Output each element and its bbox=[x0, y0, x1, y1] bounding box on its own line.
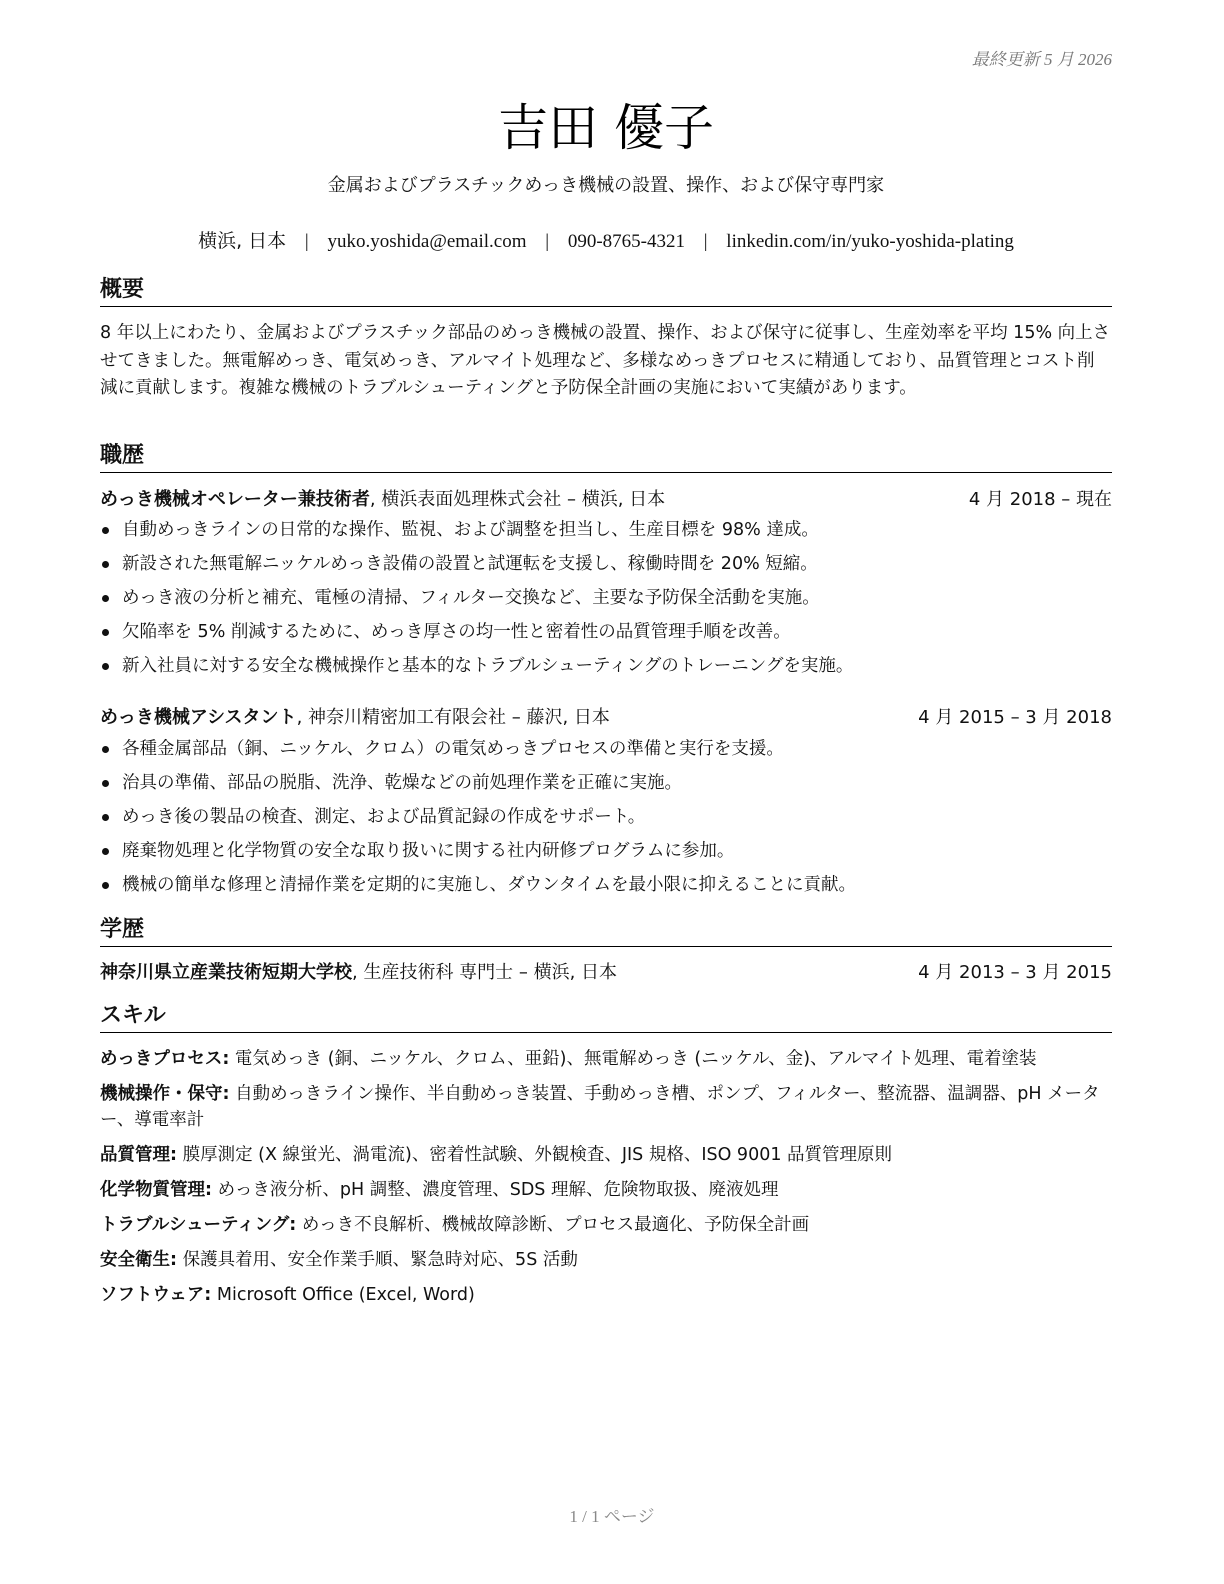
summary-text: 8 年以上にわたり、金属およびプラスチック部品のめっき機械の設置、操作、および保守に従事し、生産効率を平均 15% 向上させてきました。無電解めっき、電気めっき、アルマイト処理など、多様なめっきプロセスに精通しており、品質管理とコスト削減に貢献します。複雑な機械のトラブルシューティングと予防保全計画の実施において実績があります。 bbox=[100, 323, 1111, 398]
job-role: めっき機械アシスタント bbox=[100, 707, 297, 728]
section-heading-summary: 概要 bbox=[100, 276, 1112, 307]
education-school: 神奈川県立産業技術短期大学校 bbox=[100, 962, 352, 983]
job-bullet bbox=[100, 805, 1112, 839]
job-bullet-list bbox=[100, 737, 1112, 907]
job-bullet bbox=[100, 620, 1112, 654]
bullet-icon bbox=[102, 746, 109, 753]
job-bullet-text: 自動めっきラインの日常的な操作、監視、および調整を担当し、生産目標を 98% 達成。 bbox=[122, 520, 819, 540]
skill-key: ソフトウェア: bbox=[100, 1285, 212, 1305]
skill-key: 品質管理: bbox=[100, 1145, 177, 1165]
job-dates: 4 月 2018 – 現在 bbox=[968, 489, 1112, 510]
last-updated: 最終更新 5 月 2026 bbox=[971, 50, 1112, 69]
skill-item bbox=[100, 1081, 1112, 1133]
contact-separator: | bbox=[703, 231, 708, 252]
resume-page bbox=[100, 0, 1112, 1584]
skill-item bbox=[100, 1247, 1112, 1273]
candidate-name: 吉田 優子 bbox=[498, 99, 714, 157]
job-bullet-text: めっき液の分析と補充、電極の清掃、フィルター交換など、主要な予防保全活動を実施。 bbox=[122, 588, 820, 608]
job-bullet bbox=[100, 737, 1112, 771]
skill-key: 化学物質管理: bbox=[100, 1180, 212, 1200]
job-org: , 横浜表面処理株式会社 – 横浜, 日本 bbox=[369, 489, 666, 510]
job-bullet-text: 各種金属部品（銅、ニッケル、クロム）の電気めっきプロセスの準備と実行を支援。 bbox=[122, 739, 784, 759]
skill-item bbox=[100, 1177, 1112, 1203]
education-dates: 4 月 2013 – 3 月 2015 bbox=[918, 962, 1112, 983]
job-org: , 神奈川精密加工有限会社 – 藤沢, 日本 bbox=[296, 707, 610, 728]
job-bullet-text: 新入社員に対する安全な機械操作と基本的なトラブルシューティングのトレーニングを実施。 bbox=[122, 656, 854, 676]
skills-list bbox=[100, 1046, 1112, 1317]
job-bullet bbox=[100, 518, 1112, 552]
bullet-icon bbox=[102, 629, 109, 636]
bullet-icon bbox=[102, 663, 109, 670]
skill-value: めっき液分析、pH 調整、濃度管理、SDS 理解、危険物取扱、廃液処理 bbox=[212, 1180, 779, 1200]
skill-value: Microsoft Office (Excel, Word) bbox=[211, 1285, 475, 1305]
contact-linkedin[interactable]: linkedin.com/in/yuko-yoshida-plating bbox=[726, 231, 1014, 252]
skill-value: 自動めっきライン操作、半自動めっき装置、手動めっき槽、ポンプ、フィルター、整流器、温調器、pH メーター、導電率計 bbox=[100, 1084, 1100, 1130]
job-bullet bbox=[100, 552, 1112, 586]
job-bullet bbox=[100, 586, 1112, 620]
skill-value: めっき不良解析、機械故障診断、プロセス最適化、予防保全計画 bbox=[296, 1215, 810, 1235]
section-heading-education: 学歴 bbox=[100, 916, 1112, 947]
job-bullet-text: 廃棄物処理と化学物質の安全な取り扱いに関する社内研修プログラムに参加。 bbox=[122, 841, 735, 861]
skill-item bbox=[100, 1212, 1112, 1238]
skill-value: 保護具着用、安全作業手順、緊急時対応、5S 活動 bbox=[177, 1250, 578, 1270]
tagline: 金属およびプラスチックめっき機械の設置、操作、および保守専門家 bbox=[327, 175, 885, 196]
job-dates: 4 月 2015 – 3 月 2018 bbox=[918, 707, 1112, 728]
job-bullet-text: 欠陥率を 5% 削減するために、めっき厚さの均一性と密着性の品質管理手順を改善。 bbox=[122, 622, 791, 642]
contact-phone[interactable]: 090-8765-4321 bbox=[567, 231, 685, 252]
bullet-icon bbox=[102, 848, 109, 855]
bullet-icon bbox=[102, 561, 109, 568]
skill-value: 膜厚測定 (X 線蛍光、渦電流)、密着性試験、外観検査、JIS 規格、ISO 9001 品質管理原則 bbox=[177, 1145, 893, 1165]
job-bullet bbox=[100, 654, 1112, 688]
skill-item bbox=[100, 1142, 1112, 1168]
contact-email[interactable]: yuko.yoshida@email.com bbox=[327, 231, 527, 252]
job-bullet-text: 治具の準備、部品の脱脂、洗浄、乾燥などの前処理作業を正確に実施。 bbox=[122, 773, 682, 793]
skill-key: めっきプロセス: bbox=[100, 1049, 230, 1069]
section-heading-skills: スキル bbox=[100, 1002, 1112, 1033]
education-entry bbox=[100, 961, 1112, 985]
bullet-icon bbox=[102, 882, 109, 889]
section-heading-experience: 職歴 bbox=[100, 442, 1112, 473]
bullet-icon bbox=[102, 814, 109, 821]
contact-line bbox=[100, 226, 1112, 253]
job-header bbox=[100, 488, 1112, 512]
skill-item bbox=[100, 1282, 1112, 1308]
bullet-icon bbox=[102, 527, 109, 534]
contact-location: 横浜, 日本 bbox=[198, 230, 287, 252]
skill-value: 電気めっき (銅、ニッケル、クロム、亜鉛)、無電解めっき (ニッケル、金)、アルマイト処理、電着塗装 bbox=[229, 1049, 1037, 1069]
skill-item bbox=[100, 1046, 1112, 1072]
job-role: めっき機械オペレーター兼技術者 bbox=[100, 489, 370, 510]
education-detail: , 生産技術科 専門士 – 横浜, 日本 bbox=[352, 962, 618, 983]
job-bullet-text: 新設された無電解ニッケルめっき設備の設置と試運転を支援し、稼働時間を 20% 短縮。 bbox=[122, 554, 818, 574]
contact-separator: | bbox=[304, 231, 309, 252]
job-bullet-text: めっき後の製品の検査、測定、および品質記録の作成をサポート。 bbox=[122, 807, 646, 827]
contact-separator: | bbox=[545, 231, 550, 252]
bullet-icon bbox=[102, 780, 109, 787]
job-header bbox=[100, 706, 1112, 730]
skill-key: 機械操作・保守: bbox=[100, 1084, 230, 1104]
job-bullet bbox=[100, 839, 1112, 873]
page-footer: 1 / 1 ページ bbox=[569, 1507, 655, 1526]
job-bullet bbox=[100, 873, 1112, 907]
skill-key: トラブルシューティング: bbox=[100, 1215, 297, 1235]
job-bullet-text: 機械の簡単な修理と清掃作業を定期的に実施し、ダウンタイムを最小限に抑えることに貢献。 bbox=[122, 875, 856, 895]
job-bullet bbox=[100, 771, 1112, 805]
bullet-icon bbox=[102, 595, 109, 602]
skill-key: 安全衛生: bbox=[100, 1250, 177, 1270]
job-bullet-list bbox=[100, 518, 1112, 688]
